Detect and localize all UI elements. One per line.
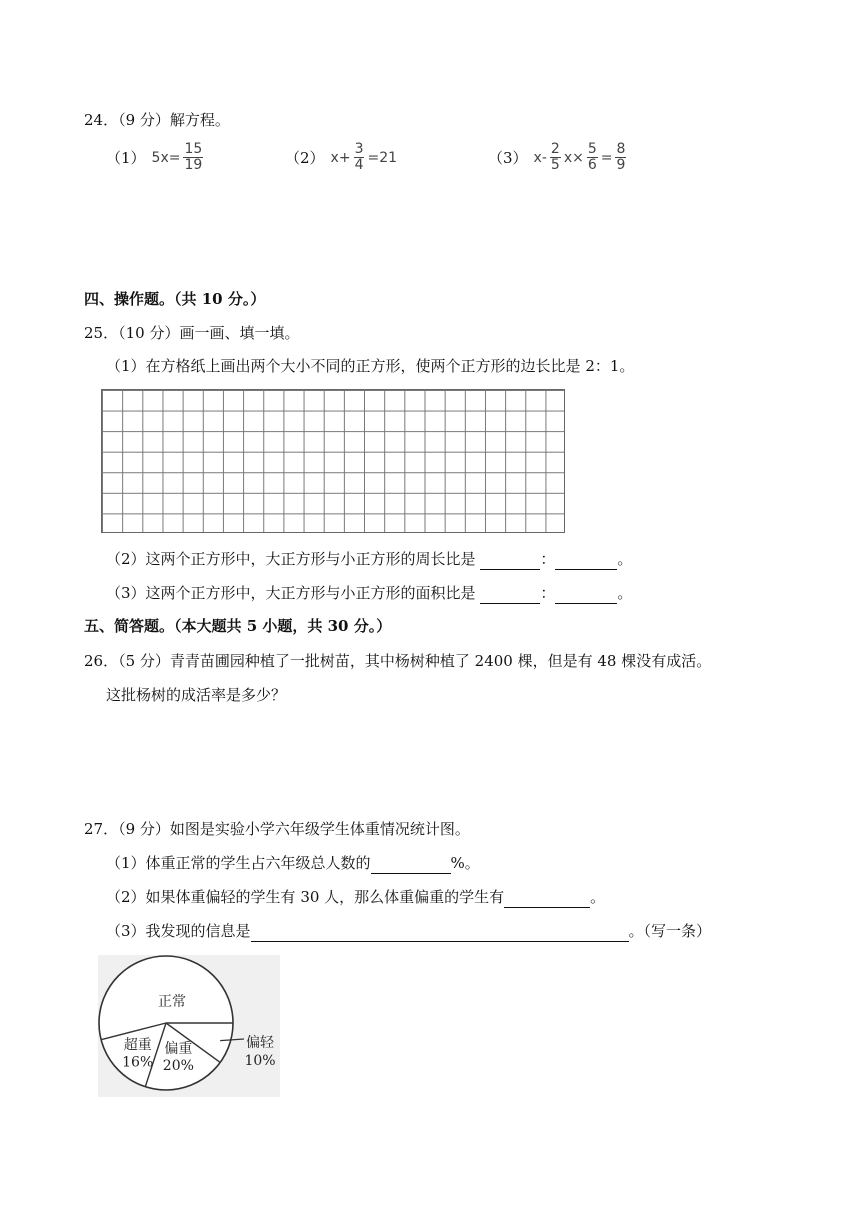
fraction-numerator: 5 bbox=[587, 141, 597, 157]
q26-line-1: 26．（5 分）青青苗圃园种植了一批树苗，其中杨树种植了 2400 棵，但是有 48 棵没有成活。 bbox=[84, 652, 712, 670]
q27-part-3-text: （3）我发现的信息是 bbox=[106, 922, 251, 940]
q25-part-1: （1）在方格纸上画出两个大小不同的正方形，使两个正方形的边长比是 2：1。 bbox=[106, 357, 635, 375]
equation-1-lhs: 5x= bbox=[151, 149, 181, 166]
q26-line-2: 这批杨树的成活率是多少？ bbox=[106, 686, 287, 704]
fraction-denominator: 6 bbox=[587, 157, 597, 173]
q27-part-1 bbox=[106, 852, 480, 874]
q27-part-1-unit: %。 bbox=[450, 854, 480, 872]
weight-pie-chart bbox=[98, 955, 280, 1097]
section-4-title: 四、操作题。（共 10 分。） bbox=[84, 290, 266, 308]
answer-blank-perimeter-big[interactable] bbox=[480, 553, 540, 570]
answer-blank-overweight-count[interactable] bbox=[504, 891, 590, 908]
pie-label-normal: 正常 bbox=[158, 994, 186, 1010]
equation-2-lhs: x+ bbox=[330, 149, 351, 166]
equation-3-term-2: x× bbox=[563, 149, 584, 166]
equation-2-rhs: =21 bbox=[367, 149, 398, 166]
pie-value-light: 10% bbox=[244, 1053, 276, 1069]
grid-paper[interactable] bbox=[101, 389, 565, 533]
q27-part-2 bbox=[106, 886, 605, 908]
q27-part-2-end: 。 bbox=[590, 888, 606, 906]
q27-part-2-text: （2）如果体重偏轻的学生有 30 人，那么体重偏重的学生有 bbox=[106, 888, 505, 906]
equation-2-label: （2） bbox=[285, 149, 325, 167]
equation-2 bbox=[285, 142, 397, 173]
sentence-end: 。 bbox=[617, 584, 633, 602]
answer-blank-area-big[interactable] bbox=[480, 587, 540, 604]
q27-part-3-end: 。（写一条） bbox=[628, 922, 712, 940]
fraction-5-6 bbox=[587, 142, 598, 173]
q25-part-2-text: （2）这两个正方形中，大正方形与小正方形的周长比是 bbox=[106, 550, 481, 568]
equation-3 bbox=[488, 142, 627, 173]
answer-blank-normal-percent[interactable] bbox=[371, 857, 451, 874]
q25-part-2 bbox=[106, 548, 632, 570]
fraction-numerator: 2 bbox=[550, 141, 560, 157]
q27-part-3 bbox=[106, 920, 711, 942]
q24-header: 24．（9 分）解方程。 bbox=[84, 111, 230, 129]
section-5-title: 五、简答题。（本大题共 5 小题，共 30 分。） bbox=[84, 617, 392, 635]
equation-3-label: （3） bbox=[488, 149, 528, 167]
q25-part-3-text: （3）这两个正方形中，大正方形与小正方形的面积比是 bbox=[106, 584, 481, 602]
fraction-denominator: 9 bbox=[616, 157, 626, 173]
pie-value-obese: 16% bbox=[122, 1054, 154, 1071]
q27-part-1-text: （1）体重正常的学生占六年级总人数的 bbox=[106, 854, 371, 872]
fraction-8-9 bbox=[615, 142, 626, 173]
fraction-15-19 bbox=[183, 142, 203, 173]
equation-3-term-1: x- bbox=[533, 149, 547, 166]
pie-label-heavy: 偏重 bbox=[164, 1040, 193, 1057]
q27-header: 27．（9 分）如图是实验小学六年级学生体重情况统计图。 bbox=[84, 820, 470, 838]
equation-1-label: （1） bbox=[106, 149, 146, 167]
fraction-denominator: 19 bbox=[184, 157, 203, 173]
pie-label-obese: 超重 bbox=[123, 1037, 152, 1054]
pie-label-light: 偏轻 bbox=[246, 1035, 274, 1051]
fraction-numerator: 8 bbox=[616, 141, 626, 157]
ratio-colon: ： bbox=[540, 550, 556, 568]
q25-part-3 bbox=[106, 582, 632, 604]
answer-blank-area-small[interactable] bbox=[555, 587, 617, 604]
fraction-3-4 bbox=[354, 142, 365, 173]
answer-blank-perimeter-small[interactable] bbox=[555, 553, 617, 570]
fraction-2-5 bbox=[550, 142, 561, 173]
ratio-colon: ： bbox=[540, 584, 556, 602]
answer-blank-finding[interactable] bbox=[251, 925, 629, 942]
fraction-numerator: 3 bbox=[354, 141, 364, 157]
equation-3-equals: = bbox=[600, 149, 613, 166]
fraction-denominator: 5 bbox=[550, 157, 560, 173]
sentence-end: 。 bbox=[617, 550, 633, 568]
fraction-numerator: 15 bbox=[184, 141, 203, 157]
fraction-denominator: 4 bbox=[354, 157, 364, 173]
q25-header: 25．（10 分）画一画、填一填。 bbox=[84, 324, 300, 342]
equation-1 bbox=[106, 142, 204, 173]
pie-value-heavy: 20% bbox=[162, 1057, 194, 1074]
